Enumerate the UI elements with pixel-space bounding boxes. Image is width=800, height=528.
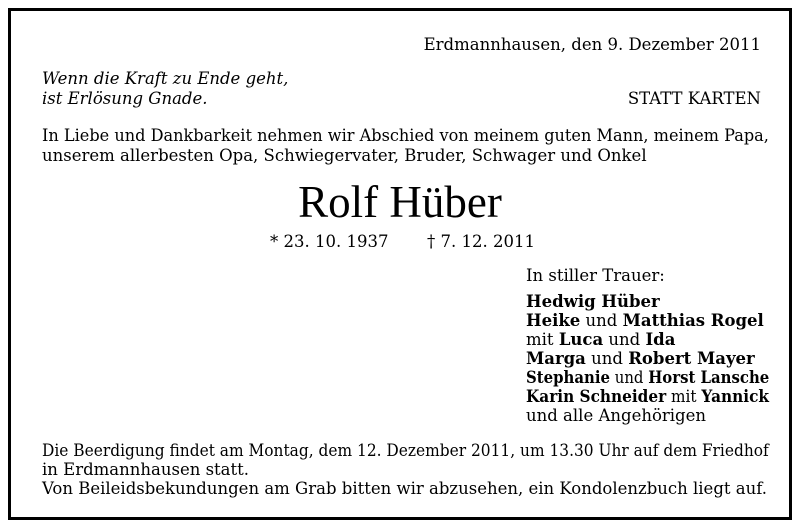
connector-text: und (580, 311, 623, 330)
footer-line-2: in Erdmannhausen statt. (42, 460, 250, 479)
mourner-row (526, 349, 755, 369)
mourner-name: Marga (526, 349, 586, 368)
mourner-name: Luca (558, 330, 604, 349)
mourner-row (526, 368, 769, 388)
mourner-row (526, 292, 660, 312)
mourner-name: Matthias Rogel (622, 311, 764, 330)
connector-text: mit (666, 387, 702, 406)
mourner-name: Stephanie (526, 368, 611, 387)
mourner-row (526, 406, 706, 426)
mourners-heading: In stiller Trauer: (526, 266, 665, 285)
footer-line-3: Von Beileidsbekundungen am Grab bitten wir abzusehen, ein Kondolenzbuch liegt auf. (42, 479, 767, 498)
intro-line-1: In Liebe und Dankbarkeit nehmen wir Abschied von meinem guten Mann, meinem Papa, (42, 126, 769, 145)
footer-line-1: Die Beerdigung findet am Montag, dem 12. Dezember 2011, um 13.30 Uhr auf dem Friedhof (42, 441, 769, 460)
connector-text: und (610, 368, 649, 387)
connector-text: mit (526, 330, 559, 349)
mourner-name: Heike (526, 311, 581, 330)
death-date: † 7. 12. 2011 (427, 232, 535, 251)
mourner-name: Ida (645, 330, 676, 349)
place-date: Erdmannhausen, den 9. Dezember 2011 (423, 35, 761, 54)
motto-line-1: Wenn die Kraft zu Ende geht, (42, 69, 289, 88)
mourner-name: Hedwig Hüber (526, 292, 660, 311)
mourner-name: Robert Mayer (628, 349, 755, 368)
deceased-name: Rolf Hüber (298, 177, 502, 227)
connector-text: und alle Angehörigen (526, 406, 707, 425)
obituary-notice (8, 8, 792, 520)
mourner-name: Karin Schneider (526, 387, 667, 406)
mourner-row (526, 387, 769, 407)
mourner-name: Horst Lansche (648, 368, 770, 387)
birth-date: * 23. 10. 1937 (270, 232, 389, 251)
intro-line-2: unserem allerbesten Opa, Schwiegervater, Bruder, Schwager und Onkel (42, 146, 647, 165)
connector-text: und (585, 349, 629, 368)
mourner-row (526, 311, 764, 331)
mourner-name: Yannick (701, 387, 770, 406)
statt-karten-label: STATT KARTEN (627, 89, 761, 108)
connector-text: und (603, 330, 646, 349)
motto-line-2: ist Erlösung Gnade. (42, 89, 208, 108)
mourner-row (526, 330, 675, 350)
